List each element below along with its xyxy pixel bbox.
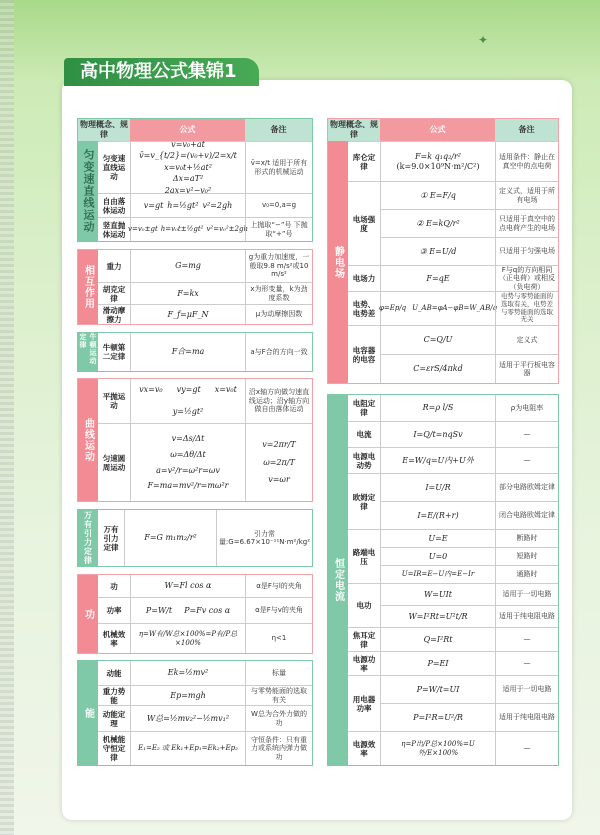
row-name: 欧姆定律 <box>352 492 376 511</box>
formula-text: v²=2gh <box>202 200 233 210</box>
section-tag: 恒定电流 <box>328 395 348 765</box>
note-cell: μ为动摩擦因数 <box>245 305 312 324</box>
row-name: 机械效率 <box>102 629 126 648</box>
page-title: 高中物理公式集锦1 <box>64 58 259 86</box>
table-row <box>98 423 312 501</box>
formula-text: F=ma=mv²/r=mω²r <box>147 481 229 491</box>
formula-cell <box>130 139 245 195</box>
formula-text: v=v₀+at <box>171 139 205 149</box>
row-name: 匀变速直线运动 <box>102 154 126 181</box>
formula-cell: F=kx <box>130 283 245 304</box>
sub-row <box>380 584 558 606</box>
formula-text: ω=2π/T <box>263 457 295 467</box>
note-cell: — <box>495 422 558 447</box>
section-tag: 万有引力定律 <box>78 510 98 566</box>
section-tag: 相互作用 <box>78 250 98 324</box>
section-current <box>327 394 559 766</box>
note-cell: W总为合外力做的功 <box>245 706 312 731</box>
table-row <box>348 583 558 627</box>
row-name: 平抛运动 <box>102 392 126 410</box>
table-row <box>98 304 312 324</box>
formula-cell: ③ E=U/d <box>380 238 495 265</box>
header-concept: 物理概念、规律 <box>330 120 378 139</box>
row-name: 动能定理 <box>102 709 126 728</box>
section-curve <box>77 378 313 502</box>
table-row <box>98 597 312 623</box>
table-row <box>98 685 312 705</box>
row-name: 匀速圆周运动 <box>102 453 126 472</box>
section-work <box>77 574 313 654</box>
note-cell: 电势与零势能面的选取有关，电势差与零势能面的选取无关 <box>495 292 558 325</box>
formula-cell: η=P出/P总×100%=U外/E×100% <box>380 732 495 765</box>
formula-cell: F合=ma <box>130 333 245 371</box>
note-cell: v̄=x/t 适用于所有形式的机械运动 <box>245 142 312 193</box>
sub-rows <box>380 474 558 529</box>
row-name: 功 <box>110 581 118 591</box>
formula-text: v=2πr/T <box>262 440 296 450</box>
row-name: 电势、电势差 <box>352 299 376 318</box>
note-cell: a与F合的方向一致 <box>245 333 312 371</box>
row-name: 重力势能 <box>102 686 126 705</box>
sub-row <box>380 355 558 383</box>
row-name: 库仑定律 <box>352 152 376 171</box>
formula-text: φ=Ep/q <box>378 304 407 313</box>
note-cell: F与q的方向相同（正电荷）或相反（负电荷） <box>495 266 558 291</box>
formula-cell: I=Q/t=nqSv <box>380 422 495 447</box>
table-row <box>348 141 558 181</box>
table-row <box>348 325 558 383</box>
header-concept: 物理概念、规律 <box>80 120 128 139</box>
formula-cell <box>130 194 245 217</box>
sub-row <box>380 548 558 566</box>
table-row <box>98 379 312 423</box>
note-cell: 适用于一切电路 <box>495 676 558 703</box>
formula-cell <box>380 142 495 181</box>
note-cell: 沿x轴方向做匀速直线运动；沿y轴方向做自由落体运动 <box>245 379 312 423</box>
note-cell: — <box>495 732 558 765</box>
table-row <box>348 627 558 651</box>
note-cell: η<1 <box>245 624 312 653</box>
note-cell: 只适用于匀强电场 <box>495 238 558 265</box>
sub-row <box>380 502 558 529</box>
formula-text: F=k q₁q₂/r² <box>414 151 462 161</box>
sub-rows <box>380 584 558 627</box>
sub-row <box>380 530 558 548</box>
note-cell: x为形变量，k为劲度系数 <box>245 283 312 304</box>
note-cell: 短路时 <box>495 548 558 565</box>
table-row <box>98 575 312 597</box>
formula-cell: W=Fl cos α <box>130 575 245 597</box>
row-name: 胡克定律 <box>102 284 126 303</box>
formula-cell <box>130 379 245 423</box>
table-row <box>348 529 558 583</box>
table-row <box>348 421 558 447</box>
formula-text: v=gt <box>143 200 164 210</box>
section-energy <box>77 660 313 766</box>
table-row <box>348 473 558 529</box>
section-tag: 功 <box>78 575 98 653</box>
note-cell: 引力常量:G=6.67×10⁻¹¹N·m²/kg² <box>216 510 312 566</box>
formula-cell: ② E=kQ/r² <box>380 210 495 237</box>
formula-cell: U=IR=E−U内=E−Ir <box>380 566 495 583</box>
formula-text: vy=gt <box>176 384 201 394</box>
note-cell: 上抛取“−”号 下抛取“+”号 <box>245 218 312 241</box>
table-row <box>98 623 312 653</box>
formula-cell <box>128 218 248 241</box>
row-name: 万有引力定律 <box>103 524 119 552</box>
formula-cell: I=E/(R+r) <box>380 502 495 529</box>
table-row <box>348 291 558 325</box>
sub-rows <box>380 326 558 383</box>
note-cell: 适用于一切电路 <box>495 584 558 605</box>
table-row <box>98 661 312 685</box>
table-row <box>98 705 312 731</box>
row-name: 电功 <box>356 601 372 610</box>
row-name: 路端电压 <box>352 547 376 566</box>
row-name: 重力 <box>106 261 122 271</box>
formula-cell: C=εrS/4πkd <box>380 355 495 383</box>
table-header <box>78 119 312 141</box>
formula-cell: Q=I²Rt <box>380 628 495 651</box>
formula-cell: I=U/R <box>380 474 495 501</box>
note-cell: 通路时 <box>495 566 558 583</box>
formula-cell: W=I²Rt=U²t/R <box>380 606 495 627</box>
binding-strip <box>0 0 14 835</box>
formula-text: v=ωr <box>268 475 290 485</box>
section-tag: 能 <box>78 661 98 765</box>
row-name: 电流 <box>356 430 372 439</box>
formula-cell: C=Q/U <box>380 326 495 354</box>
formula-cell: Ek=½mv² <box>130 661 245 685</box>
header-formula: 公式 <box>130 119 245 141</box>
section-gravity <box>77 509 313 567</box>
formula-cell: F=qE <box>380 266 495 291</box>
formula-cell: P=W/t=UI <box>380 676 495 703</box>
formula-cell: ① E=F/q <box>380 182 495 209</box>
sub-rows <box>380 530 558 583</box>
note-cell: α是F与v的夹角 <box>245 598 312 623</box>
row-name: 竖直抛体运动 <box>102 220 126 239</box>
formula-text: P=Fv cos α <box>184 605 231 615</box>
note-cell: 标量 <box>245 661 312 685</box>
note-cell: 定义式 <box>495 326 558 354</box>
row-name: 电场强度 <box>352 214 376 233</box>
note-cell: g为重力加速度，一般取9.8 m/s²或10 m/s² <box>245 250 312 282</box>
note-cell: — <box>495 448 558 473</box>
formula-cell <box>130 424 245 501</box>
formula-cell: Ep=mgh <box>130 686 245 705</box>
note-cell: v₀=0,a=g <box>245 194 312 217</box>
header-note: 备注 <box>495 119 558 141</box>
table-row <box>348 181 558 265</box>
row-name: 电源效率 <box>352 739 376 758</box>
note-cell: 与零势能面的选取有关 <box>245 686 312 705</box>
section-interaction <box>77 249 313 325</box>
sub-row <box>380 182 558 210</box>
formula-text: h=v₀t±½gt² <box>160 225 204 234</box>
note-cell <box>245 424 312 501</box>
row-name: 功率 <box>106 606 122 615</box>
row-name: 电源功率 <box>352 654 376 673</box>
table-row <box>348 675 558 731</box>
table-row <box>348 265 558 291</box>
section-kinematics <box>77 118 313 242</box>
formula-text: a=v²/r=ω²r=ωv <box>156 465 220 475</box>
note-cell: α是F与l的夹角 <box>245 575 312 597</box>
note-cell: 适用于纯电阻电路 <box>495 704 558 731</box>
row-name: 焦耳定律 <box>352 630 376 649</box>
table-row <box>98 282 312 304</box>
table-row <box>98 141 312 193</box>
formula-cell <box>130 598 245 623</box>
table-row <box>348 395 558 421</box>
formula-text: vx=v₀ <box>139 384 163 394</box>
formula-text: P=W/t <box>145 605 173 615</box>
formula-text: (k=9.0×10⁹N·m²/C²) <box>396 161 480 171</box>
section-newton <box>77 332 313 372</box>
row-name: 电容器的电容 <box>352 345 376 364</box>
sub-row <box>380 238 558 265</box>
formula-text: v̄=v_{t/2}=(v₀+v)/2=x/t <box>139 151 237 161</box>
formula-cell: F_f=μF_N <box>130 305 245 324</box>
formula-text: v=v₀±gt <box>128 225 158 234</box>
sub-row <box>380 704 558 731</box>
formula-text: U_AB=φA−φB=W_AB/q <box>412 304 498 313</box>
row-name: 电场力 <box>352 274 376 283</box>
section-tag: 牛顿运动定律 <box>78 333 98 371</box>
header-note: 备注 <box>245 119 312 141</box>
section-tag: 静电场 <box>328 141 348 383</box>
row-name: 用电器功率 <box>352 694 376 713</box>
note-cell: 断路时 <box>495 530 558 547</box>
note-cell: — <box>495 652 558 675</box>
section-tag: 匀变速直线运动 <box>78 141 98 241</box>
formula-cell: P=EI <box>380 652 495 675</box>
formula-cell: W=UIt <box>380 584 495 605</box>
formula-text: y=½gt² <box>172 407 204 417</box>
sub-row <box>380 474 558 502</box>
section-electrostatic <box>327 118 559 384</box>
note-cell: 定义式，适用于所有电场 <box>495 182 558 209</box>
formula-text: ω=Δθ/Δt <box>170 449 206 459</box>
formula-text: Δx=aT² <box>172 174 204 184</box>
note-cell: 适用于平行板电容器 <box>495 355 558 383</box>
star-icon: ✦ <box>478 33 489 47</box>
note-cell: ρ为电阻率 <box>495 395 558 421</box>
formula-cell: R=ρ l/S <box>380 395 495 421</box>
sub-row <box>380 676 558 704</box>
sub-rows <box>380 182 558 265</box>
row-name: 电阻定律 <box>352 399 376 417</box>
formula-cell: U=E <box>380 530 495 547</box>
table-row <box>348 447 558 473</box>
note-cell: — <box>495 628 558 651</box>
note-cell: 适用条件：静止在真空中的点电荷 <box>495 142 558 181</box>
formula-text: 2ax=v²−v₀² <box>164 185 212 195</box>
table-row <box>98 333 312 371</box>
sub-row <box>380 210 558 238</box>
header-formula: 公式 <box>380 119 495 141</box>
table-row <box>98 193 312 217</box>
table-row <box>348 651 558 675</box>
formula-text: x=v₀t+½at² <box>164 162 212 172</box>
formula-cell: W总=½mv₂²−½mv₁² <box>130 706 245 731</box>
sub-row <box>380 326 558 355</box>
table-row <box>98 731 312 765</box>
table-header <box>328 119 558 141</box>
row-name: 自由落体运动 <box>102 196 126 215</box>
table-row <box>98 250 312 282</box>
formula-cell: E=W/q=U内+U外 <box>380 448 495 473</box>
sub-row <box>380 606 558 627</box>
note-cell: 适用于纯电阻电路 <box>495 606 558 627</box>
formula-cell: P=I²R=U²/R <box>380 704 495 731</box>
table-row <box>98 217 312 241</box>
formula-cell: U=0 <box>380 548 495 565</box>
note-cell: 闭合电路欧姆定律 <box>495 502 558 529</box>
formula-text: v=Δs/Δt <box>171 434 205 444</box>
formula-text: x=v₀t <box>214 384 237 394</box>
row-name: 滑动摩擦力 <box>102 305 126 324</box>
note-cell: 守恒条件：只有重力或系统内弹力做功 <box>245 732 312 765</box>
formula-cell: η=W有/W总×100%=P有/P总×100% <box>130 624 245 653</box>
formula-cell: F=G m₁m₂/r² <box>124 510 216 566</box>
formula-text: v²=v₀²±2gh <box>206 225 248 234</box>
note-cell: 只适用于真空中的点电荷产生的电场 <box>495 210 558 237</box>
note-cell: 部分电路欧姆定律 <box>495 474 558 501</box>
table-row <box>98 510 312 566</box>
section-tag: 曲线运动 <box>78 379 98 501</box>
row-name: 机械能守恒定律 <box>102 735 126 762</box>
row-name: 牛顿第二定律 <box>102 343 126 361</box>
formula-text: h=½gt² <box>167 200 199 210</box>
formula-cell: G=mg <box>130 250 245 282</box>
table-row <box>348 731 558 765</box>
sub-rows <box>380 676 558 731</box>
formula-cell: E₁=E₂ 或 Ek₁+Ep₁=Ek₂+Ep₂ <box>130 732 245 765</box>
row-name: 电源电动势 <box>352 451 376 470</box>
row-name: 动能 <box>106 668 122 678</box>
formula-cell <box>378 292 498 325</box>
sub-row <box>380 566 558 583</box>
